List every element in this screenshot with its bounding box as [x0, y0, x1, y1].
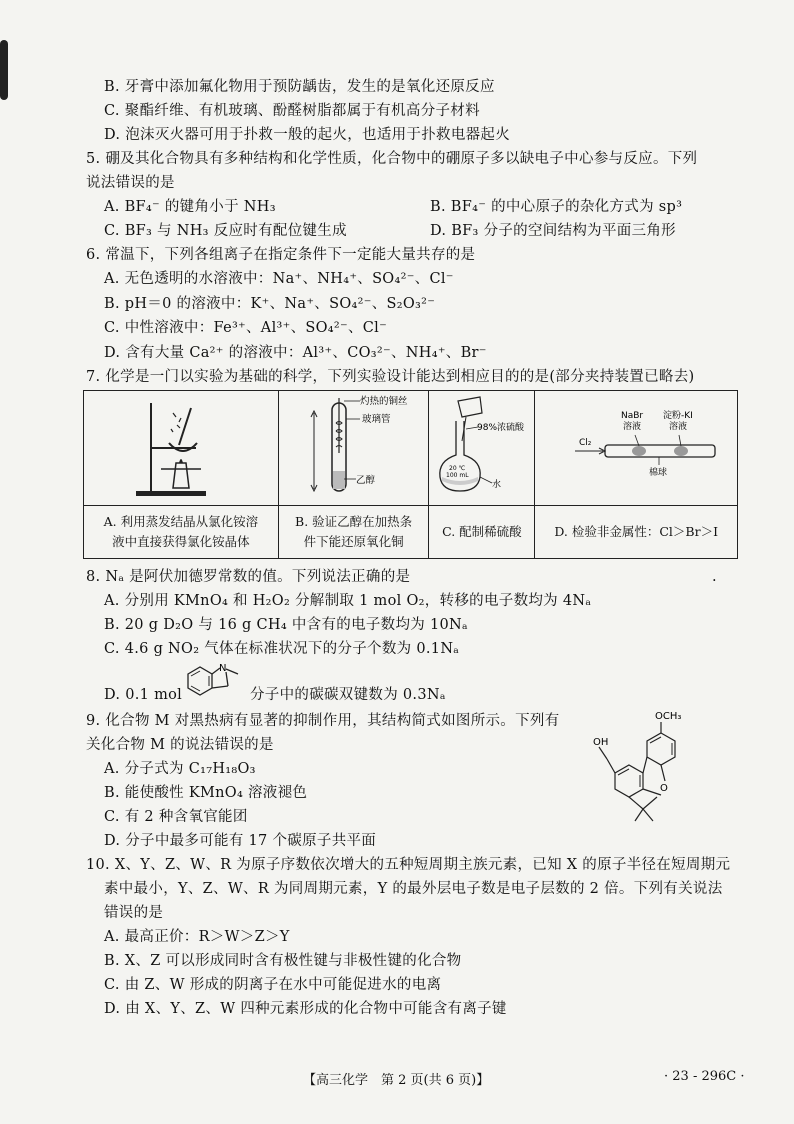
q10-option-a: A. 最高正价：R＞W＞Z＞Y: [104, 929, 290, 945]
label-ethanol: 乙醇: [355, 474, 375, 486]
q6-stem: 6. 常温下，下列各组离子在指定条件下一定能大量共存的是: [86, 247, 476, 263]
q5-stem-line2: 说法错误的是: [86, 175, 175, 191]
evaporation-apparatus-icon: [121, 393, 241, 501]
q10-stem-line3: 错误的是: [104, 905, 164, 921]
q5-option-d: D. BF₃ 分子的空间结构为平面三角形: [430, 223, 676, 239]
label-cl2: Cl₂: [579, 437, 592, 448]
q9-option-b: B. 能使酸性 KMnO₄ 溶液褪色: [104, 785, 308, 801]
exp-c-caption: C. 配制稀硫酸: [429, 506, 535, 559]
q5-option-c: C. BF₃ 与 NH₃ 反应时有配位键生成: [104, 223, 347, 239]
q10-option-b: B. X、Z 可以形成同时含有极性键与非极性键的化合物: [104, 953, 462, 969]
indoline-structure-icon: [180, 660, 250, 706]
q6-option-d: D. 含有大量 Ca²⁺ 的溶液中：Al³⁺、CO₃²⁻、NH₄⁺、Br⁻: [104, 345, 487, 361]
exp-b-caption: [278, 506, 429, 559]
q7-stem: 7. 化学是一门以实验为基础的科学，下列实验设计能达到相应目的的是(部分夹持装置已略去): [86, 369, 695, 385]
exp-c-figure: [429, 391, 535, 506]
q8-option-d-suffix: 分子中的碳碳双键数为 0.3Nₐ: [250, 687, 446, 703]
q8-option-d-prefix: D. 0.1 mol: [104, 687, 183, 703]
exp-d-caption: D. 检验非金属性：Cl＞Br＞I: [535, 506, 738, 559]
q4-option-b: B. 牙膏中添加氟化物用于预防龋齿，发生的是氧化还原反应: [104, 79, 495, 95]
label-flask-vol: 100 mL: [445, 471, 469, 479]
q10-stem-line2: 素中最小，Y、Z、W、R 为同周期元素，Y 的最外层电子数是电子层数的 2 倍。下列有关说法: [104, 881, 723, 897]
q4-option-d: D. 泡沫灭火器可用于扑救一般的起火，也适用于扑救电器起火: [104, 127, 511, 143]
stray-mark: .: [712, 569, 717, 585]
page-footer: 【高三化学 第 2 页(共 6 页)】: [303, 1073, 490, 1088]
q6-option-b: B. pH＝0 的溶液中：K⁺、Na⁺、SO₄²⁻、S₂O₃²⁻: [104, 296, 436, 312]
binding-mark: [0, 40, 8, 100]
q10-option-c: C. 由 Z、W 形成的阴离子在水中可能促进水的电离: [104, 977, 442, 993]
experiment-table: [83, 390, 738, 559]
q10-stem-line1: 10. X、Y、Z、W、R 为原子序数依次增大的五种短周期主族元素，已知 X 的原子半径在短周期元: [86, 857, 731, 873]
label-glass-tube: 玻璃管: [361, 413, 391, 425]
label-ki-solution: 溶液: [669, 421, 688, 432]
exp-b-caption-line2: 件下能还原氧化铜: [303, 534, 404, 549]
q5-option-b: B. BF₄⁻ 的中心原子的杂化方式为 sp³: [430, 199, 683, 215]
label-cotton: 棉球: [649, 467, 668, 478]
halogen-tube-icon: [551, 393, 721, 501]
q9-option-c: C. 有 2 种含氧官能团: [104, 809, 248, 825]
label-flask-temp: 20 ℃: [448, 464, 466, 472]
exam-code: · 23 - 296C ·: [664, 1069, 745, 1084]
label-och3: OCH₃: [655, 711, 682, 722]
q5-option-a: A. BF₄⁻ 的键角小于 NH₃: [104, 199, 276, 215]
label-conc-acid: 98%浓硫酸: [476, 422, 524, 433]
q10-option-d: D. 由 X、Y、Z、W 四种元素形成的化合物中可能含有离子键: [104, 1001, 507, 1017]
q9-stem-line1: 9. 化合物 M 对黑热病有显著的抑制作用，其结构简式如图所示。下列有: [86, 713, 560, 729]
label-nabr: NaBr: [621, 410, 644, 421]
q8-option-b: B. 20 g D₂O 与 16 g CH₄ 中含有的电子数均为 10Nₐ: [104, 617, 468, 633]
label-copper-wire: 灼热的铜丝: [359, 395, 408, 407]
exp-d-figure: [535, 391, 738, 506]
exp-a-caption-line1: A. 利用蒸发结晶从氯化铵溶: [103, 514, 259, 529]
volumetric-flask-icon: [430, 393, 534, 501]
q6-option-c: C. 中性溶液中：Fe³⁺、Al³⁺、SO₄²⁻、Cl⁻: [104, 320, 388, 336]
exp-a-caption: [84, 506, 279, 559]
q9-option-a: A. 分子式为 C₁₇H₁₈O₃: [104, 761, 256, 777]
q4-option-c: C. 聚酯纤维、有机玻璃、酚醛树脂都属于有机高分子材料: [104, 103, 480, 119]
label-n: N: [219, 663, 227, 674]
q9-stem-line2: 关化合物 M 的说法错误的是: [86, 737, 274, 753]
label-water: 水: [491, 479, 501, 490]
q8-stem: 8. Nₐ 是阿伏加德罗常数的值。下列说法正确的是: [86, 569, 411, 585]
label-starch-ki: 淀粉-KI: [663, 410, 693, 421]
label-ring-o: O: [660, 783, 668, 794]
exp-b-caption-line1: B. 验证乙醇在加热条: [295, 514, 413, 529]
exp-a-figure: [84, 391, 279, 506]
exp-a-caption-line2: 液中直接获得氯化铵晶体: [112, 534, 250, 549]
label-oh: OH: [593, 737, 609, 748]
q8-option-c: C. 4.6 g NO₂ 气体在标准状况下的分子个数为 0.1Nₐ: [104, 641, 460, 657]
q5-stem-line1: 5. 硼及其化合物具有多种结构和化学性质，化合物中的硼原子多以缺电子中心参与反应。下列: [86, 151, 698, 167]
q6-option-a: A. 无色透明的水溶液中：Na⁺、NH₄⁺、SO₄²⁻、Cl⁻: [104, 271, 454, 287]
q8-option-a: A. 分别用 KMnO₄ 和 H₂O₂ 分解制取 1 mol O₂，转移的电子数均为 4Nₐ: [104, 593, 592, 609]
label-nabr-solution: 溶液: [623, 421, 642, 432]
compound-m-structure-icon: [585, 705, 705, 835]
copper-wire-apparatus-icon: [284, 393, 424, 501]
exp-b-figure: [278, 391, 429, 506]
q9-option-d: D. 分子中最多可能有 17 个碳原子共平面: [104, 833, 377, 849]
